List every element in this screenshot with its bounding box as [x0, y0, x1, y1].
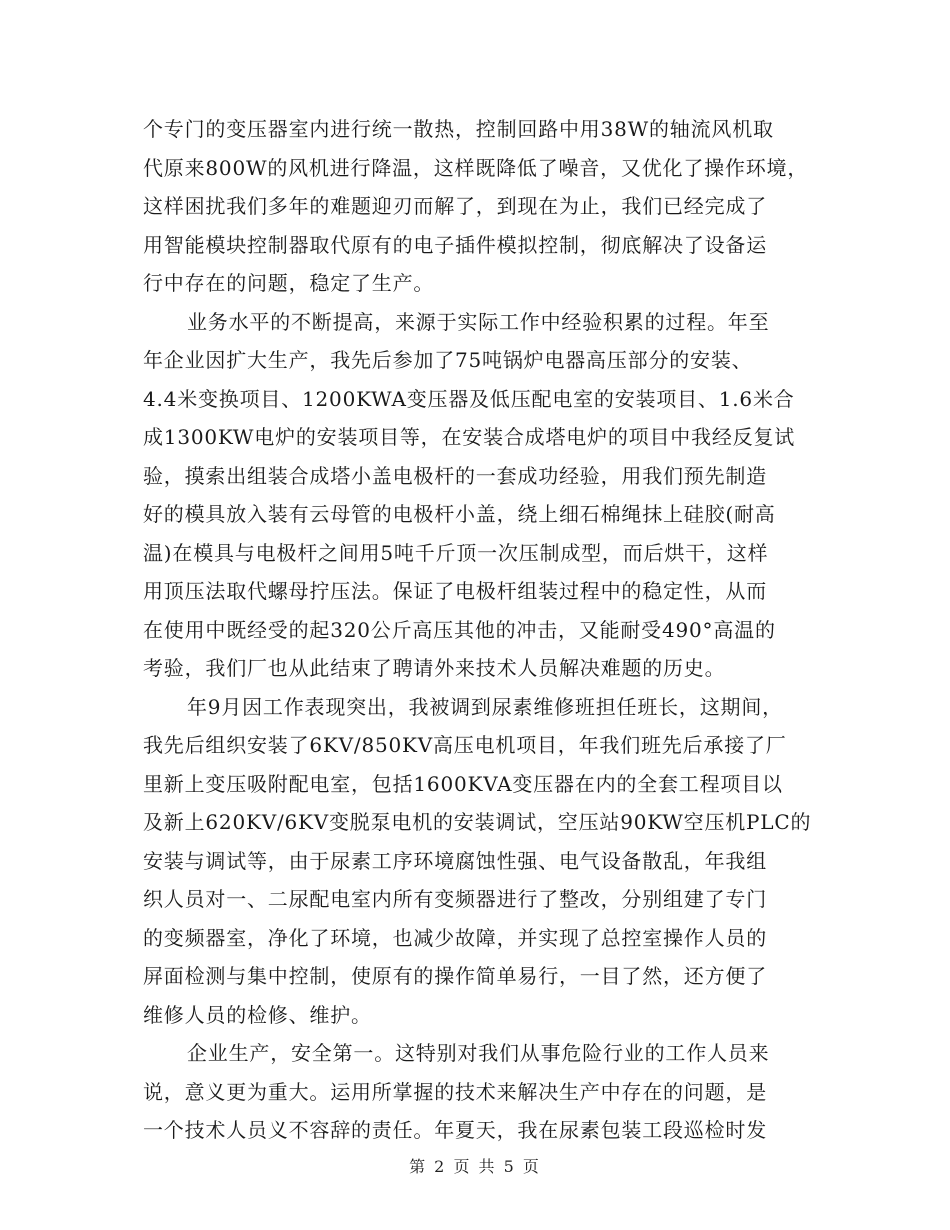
- paragraph-4: [143, 1034, 815, 1150]
- text-line: 用智能模块控制器取代原有的电子插件模拟控制，彻底解决了设备运: [143, 232, 767, 257]
- text-line: 里新上变压吸附配电室，包括1600KVA变压器在内的全套工程项目以: [143, 771, 783, 796]
- paragraph-2: [143, 303, 815, 688]
- text-line: 年9月因工作表现突出，我被调到尿素维修班担任班长，这期间，: [187, 694, 783, 719]
- text-line: 温)在模具与电极杆之间用5吨千斤顶一次压制成型，而后烘干，这样: [143, 540, 769, 565]
- paragraph-1: [143, 110, 815, 303]
- text-line: 说，意义更为重大。运用所掌握的技术来解决生产中存在的问题，是: [143, 1079, 767, 1104]
- text-line: 在使用中既经受的起320公斤高压其他的冲击，又能耐受490°高温的: [143, 617, 776, 642]
- text-line: 个专门的变压器室内进行统一散热，控制回路中用38W的轴流风机取: [143, 117, 774, 141]
- page-number-footer: 第 2 页 共 5 页: [409, 1157, 541, 1176]
- text-line: 一个技术人员义不容辞的责任。年夏天，我在尿素包装工段巡检时发: [143, 1118, 767, 1142]
- paragraph-3: [143, 688, 815, 1035]
- text-line: 安装与调试等，由于尿素工序环境腐蚀性强、电气设备散乱，年我组: [143, 848, 767, 873]
- text-line: 考验，我们厂也从此结束了聘请外来技术人员解决难题的历史。: [143, 656, 726, 680]
- text-line: 4.4米变换项目、1200KWA变压器及低压配电室的安装项目、1.6米合: [143, 386, 795, 411]
- text-line: 验，摸索出组装合成塔小盖电极杆的一套成功经验，用我们预先制造: [143, 463, 767, 488]
- text-line: 的变频器室，净化了环境，也减少故障，并实现了总控室操作人员的: [143, 925, 767, 950]
- text-line: 行中存在的问题，稳定了生产。: [143, 271, 435, 295]
- text-line: 织人员对一、二尿配电室内所有变频器进行了整改，分别组建了专门: [143, 887, 767, 911]
- text-line: 我先后组织安装了6KV/850KV高压电机项目，年我们班先后承接了厂: [143, 733, 787, 757]
- text-line: 及新上620KV/6KV变脱泵电机的安装调试，空压站90KW空压机PLC的: [143, 810, 812, 834]
- text-line: 用顶压法取代螺母拧压法。保证了电极杆组装过程中的稳定性，从而: [143, 579, 767, 603]
- document-body: [143, 110, 815, 1150]
- text-line: 屏面检测与集中控制，使原有的操作简单易行，一目了然，还方便了: [143, 964, 767, 988]
- text-line: 年企业因扩大生产，我先后参加了75吨锅炉电器高压部分的安装、: [143, 348, 753, 372]
- text-line: 维修人员的检修、维护。: [143, 1002, 372, 1027]
- text-line: 代原来800W的风机进行降温，这样既降低了噪音，又优化了操作环境，: [143, 155, 809, 180]
- text-line: 业务水平的不断提高，来源于实际工作中经验积累的过程。年至: [187, 309, 770, 334]
- text-line: 这样困扰我们多年的难题迎刃而解了，到现在为止，我们已经完成了: [143, 194, 767, 218]
- text-line: 好的模具放入装有云母管的电极杆小盖，绕上细石棉绳抹上硅胶(耐高: [143, 502, 776, 526]
- text-line: 企业生产，安全第一。这特别对我们从事危险行业的工作人员来: [187, 1041, 770, 1065]
- text-line: 成1300KW电炉的安装项目等，在安装合成塔电炉的项目中我经反复试: [143, 425, 796, 449]
